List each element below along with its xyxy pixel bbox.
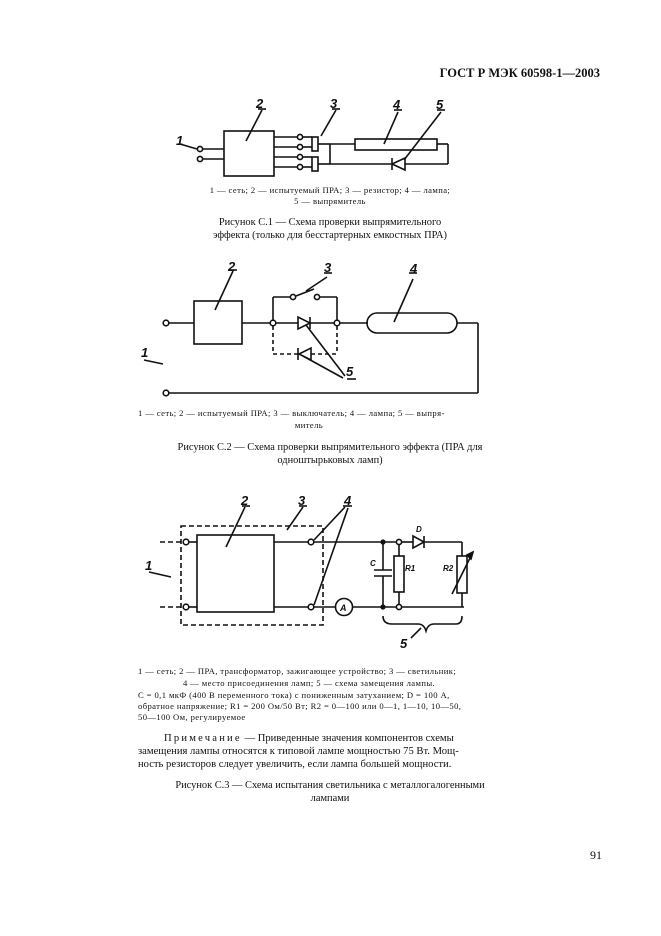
fig3-label-2: 2 (241, 493, 249, 508)
fig3-label-ammeter: A (340, 603, 347, 613)
fig1-legend-line1: 1 — сеть; 2 — испытуемый ПРА; 3 — резистор; 4 — лампа; (209, 185, 451, 195)
note-lead: Примечание (164, 733, 242, 744)
fig3-ballast-box (197, 535, 274, 612)
fig1-label-1: 1 (176, 133, 184, 148)
fig2-caption-line1: Рисунок С.2 — Схема проверки выпрямительного эффекта (ПРА для (177, 442, 483, 453)
fig3-diode-d (413, 536, 424, 548)
fig3-resistor-r1 (394, 556, 404, 592)
fig3-label-1: 1 (145, 558, 153, 573)
fig3-label-d: D (416, 525, 422, 534)
fig1-label-5: 5 (436, 97, 444, 112)
fig3-legend-line1: 1 — сеть; 2 — ПРА, трансформатор, зажигающее устройство; 3 — светильник; (138, 666, 457, 676)
fig1-label-3: 3 (330, 96, 338, 111)
note-line1-rest: — Приведенные значения компонентов схемы (241, 733, 454, 744)
fig2-legend-line1: 1 — сеть; 2 — испытуемый ПРА; 3 — выключатель; 4 — лампа; 5 — выпря- (138, 408, 445, 418)
fig3-legend-line2: 4 — место присоединения ламп; 5 — схема замещения лампы. (182, 678, 436, 688)
fig3-legend-line4: обратное напряжение; R1 = 200 Ом/50 Вт; R2 = 0—100 или 0—1, 1—10, 10—50, (138, 701, 462, 711)
fig3-label-r2: R2 (443, 564, 454, 573)
fig2-label-4: 4 (410, 261, 418, 276)
standard-header: ГОСТ Р МЭК 60598-1—2003 (439, 66, 600, 80)
fig2-label-3: 3 (324, 260, 332, 275)
note-line3: ность резисторов следует увеличить, если лампа большей мощности. (138, 759, 452, 770)
fig1-legend-line2: 5 — выпрямитель (294, 196, 366, 206)
fig2-caption-line2: одноштырьковых ламп) (277, 455, 383, 466)
page-number: 91 (590, 848, 602, 862)
fig3-lamp-equivalent-brace (383, 616, 462, 631)
fig3-label-5: 5 (400, 636, 408, 651)
fig3-legend-line5: 50—100 Ом, регулируемое (138, 712, 246, 722)
note-line2: замещения лампы относятся к типовой лампе мощностью 75 Вт. Мощ- (138, 746, 459, 757)
fig2-label-5: 5 (346, 364, 354, 379)
fig2-label-1: 1 (141, 345, 149, 360)
fig3-legend-line3: C = 0,1 мкФ (400 В переменного тока) с пониженным затуханием; D = 100 А, (138, 690, 450, 700)
fig1-caption-line1: Рисунок С.1 — Схема проверки выпрямительного (218, 217, 442, 228)
fig3-caption-line1: Рисунок С.3 — Схема испытания светильника с металлогалогенными (175, 780, 485, 791)
fig1-caption-line2: эффекта (только для бесстартерных емкостных ПРА) (212, 230, 448, 241)
fig3-label-c: C (370, 559, 376, 568)
fig1-label-4: 4 (393, 97, 401, 112)
fig1-label-2: 2 (256, 96, 264, 111)
note-line1 (138, 732, 480, 746)
fig2-legend-line2: митель (294, 420, 324, 430)
fig3-luminaire-outline (181, 526, 323, 625)
fig3-caption-line2: лампами (310, 793, 350, 804)
fig3-lamp-connection-point (308, 539, 314, 545)
fig3-label-3: 3 (298, 493, 306, 508)
fig3-label-4: 4 (344, 493, 352, 508)
fig3-label-r1: R1 (405, 564, 416, 573)
fig2-label-2: 2 (228, 259, 236, 274)
fig3-lamp-connection-point (308, 604, 314, 610)
